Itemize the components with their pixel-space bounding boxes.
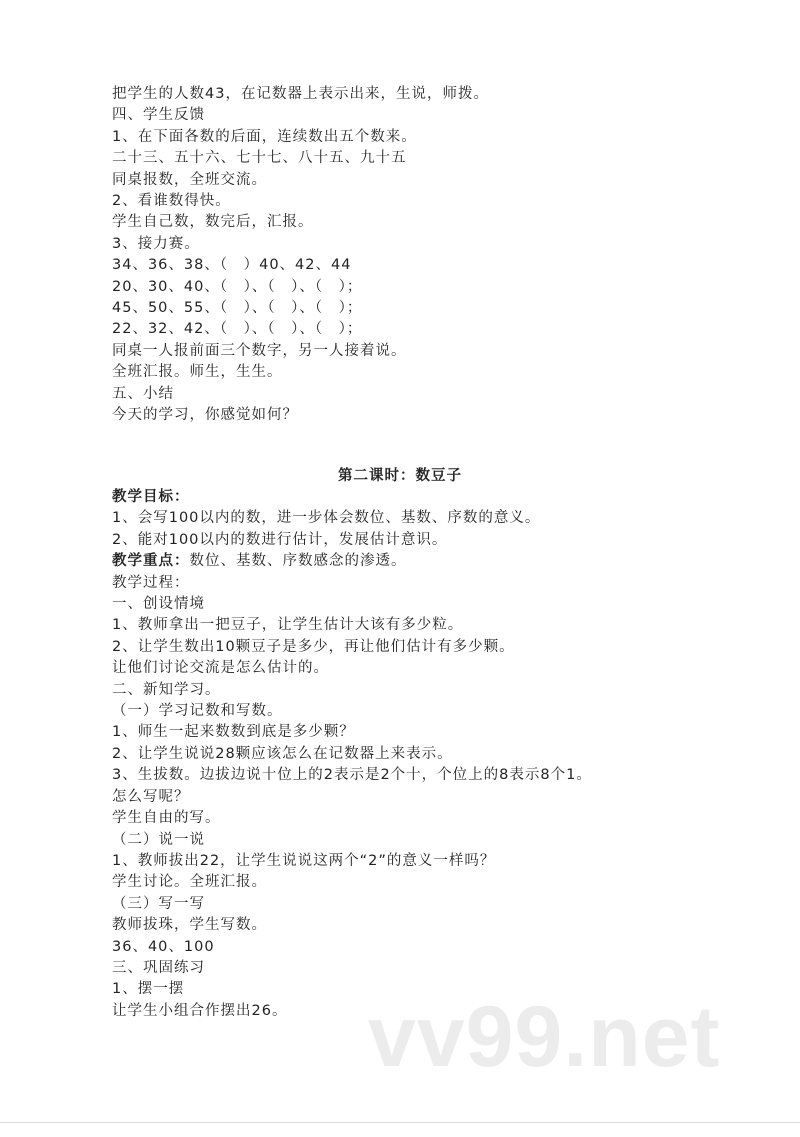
focus-heading: 教学重点： [112,553,190,570]
text-line: 学生自由的写。 [112,810,221,827]
text-line: 五、小结 [112,385,174,402]
text-line: 2、看谁数得快。 [112,193,231,210]
text-line: 36、40、100 [112,938,215,955]
text-line: 二十三、五十六、七十七、八十五、九十五 [112,150,407,167]
lesson-title: 第二课时：数豆子 [338,468,462,484]
text-line: 22、32、42、（ ）、（ ）、（ ）； [112,321,363,338]
text-line: （三）写一写 [112,895,205,912]
text-line: 一、创设情境 [112,596,205,613]
text-line: 同桌报数，全班交流。 [112,171,267,188]
text-line: 全班汇报。师生，生生。 [112,364,283,381]
goals-heading: 教学目标： [112,489,190,505]
text-line: （一）学习记数和写数。 [112,703,283,720]
lesson-two-body [112,487,752,1022]
text-line: 同桌一人报前面三个数字，另一人接着说。 [112,342,407,359]
text-line: 把学生的人数43，在记数器上表示出来，生说，师拨。 [112,86,489,102]
text-line: 1、教师拿出一把豆子，让学生估计大该有多少粒。 [112,617,464,634]
process-lines [112,573,752,1023]
focus-text: 数位、基数、序数感念的渗透。 [189,553,407,570]
text-line: 今天的学习，你感觉如何？ [112,407,298,424]
text-line: 45、50、55、（ ）、（ ）、（ ）； [112,300,363,317]
text-line: （二）说一说 [112,831,205,848]
goal-item: 2、能对100以内的数进行估计，发展估计意识。 [112,531,448,548]
focus-line [112,551,752,572]
text-line: 34、36、38、（ ）40、42、44 [112,257,352,274]
text-line: 1、在下面各数的后面，连续数出五个数来。 [112,128,417,145]
text-line: 20、30、40、（ ）、（ ）、（ ）； [112,278,363,295]
text-line: 2、让学生说说28颗应该怎么在记数器上来表示。 [112,745,453,762]
text-line: 3、生拔数。边拔边说十位上的2表示是2个十，个位上的8表示8个1。 [112,767,592,784]
text-line: 四、学生反馈 [112,107,205,124]
text-line: 学生自己数，数完后，汇报。 [112,214,314,231]
text-line: 学生讨论。全班汇报。 [112,874,267,891]
goal-item: 1、会写100以内的数，进一步体会数位、基数、序数的意义。 [112,510,541,527]
text-line: 二、新知学习。 [112,681,221,698]
text-line: 三、巩固练习 [112,959,205,976]
lesson-one-continued [112,84,752,427]
text-line: 教师拔珠，学生写数。 [112,917,267,934]
watermark: vv99.net [368,989,721,1085]
text-line: 1、摆一摆 [112,981,185,998]
text-line: 1、师生一起来数数到底是多少颗？ [112,724,355,741]
text-line: 教学过程： [112,574,190,591]
text-line: 1、教师拔出22，让学生说说这两个“2”的意义一样吗？ [112,852,496,869]
text-line: 让他们讨论交流是怎么估计的。 [112,660,329,677]
text-line: 2、让学生数出10颗豆子是多少，再让他们估计有多少颗。 [112,638,515,655]
text-line: 3、接力赛。 [112,235,200,252]
text-line: 让学生小组合作摆出26。 [112,1002,288,1019]
text-line: 怎么写呢？ [112,788,190,805]
